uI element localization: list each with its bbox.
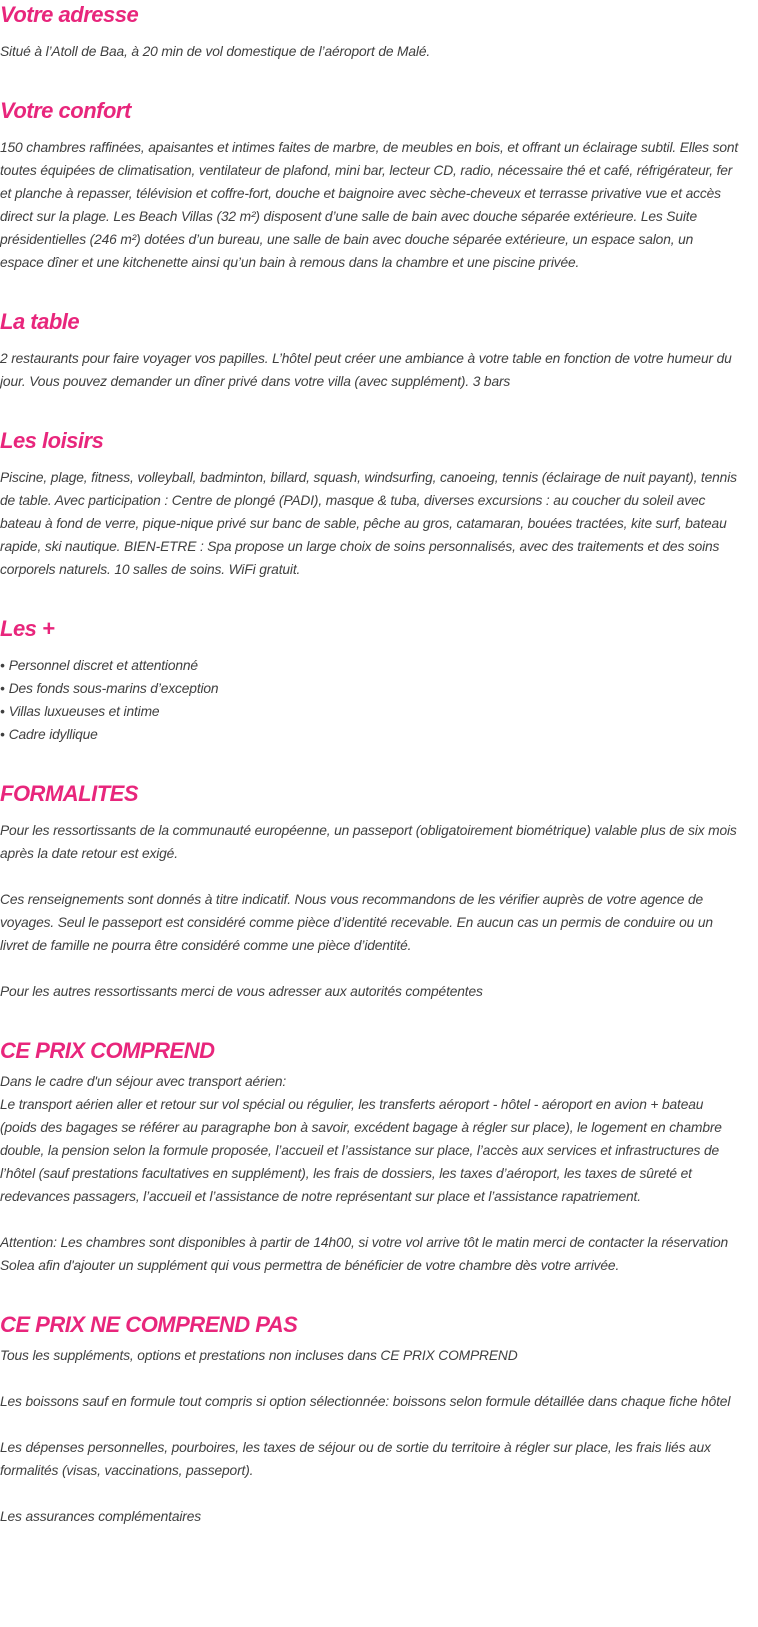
ne-comprend-paragraph-3: Les dépenses personnelles, pourboires, les taxes de séjour ou de sortie du territoire à régler sur place, les frais liés aux formalités (visas, vaccinations, passeport). [0, 1440, 711, 1478]
list-item: • Des fonds sous-marins d’exception [0, 677, 740, 700]
section-prix-ne-comprend-pas [0, 1310, 740, 1528]
section-confort [0, 96, 740, 274]
section-title-prix-comprend: CE PRIX COMPREND [0, 1038, 215, 1063]
section-adresse [0, 0, 740, 63]
section-title-adresse: Votre adresse [0, 2, 139, 27]
section-formalites [0, 779, 740, 1003]
section-title-loisirs: Les loisirs [0, 428, 104, 453]
adresse-text: Situé à l’Atoll de Baa, à 20 min de vol domestique de l’aéroport de Malé. [0, 44, 431, 59]
section-title-confort: Votre confort [0, 98, 131, 123]
ne-comprend-paragraph-2: Les boissons sauf en formule tout compris si option sélectionnée: boissons selon formule détaillée dans chaque fiche hôtel [0, 1394, 731, 1409]
formalites-paragraph-1: Pour les ressortissants de la communauté européenne, un passeport (obligatoirement biométrique) valable plus de six mois après la date retour est exigé. [0, 823, 737, 861]
loisirs-text: Piscine, plage, fitness, volleyball, badminton, billard, squash, windsurfing, canoeing, tennis (éclairage de nuit payant), tennis de table. Avec participation : Centre de plongé (PADI), masque & tuba, diverses excursions : au coucher du soleil avec bateau à fond de verre, pique-nique privé sur banc de sable, pêche au gros, catamaran, bouées tractées, kite surf, bateau rapide, ski nautique. BIEN-ETRE : Spa propose un large choix de soins personnalisés, avec des traitements et des soins corporels naturels. 10 salles de soins. WiFi gratuit. [0, 470, 737, 577]
ne-comprend-paragraph-4: Les assurances complémentaires [0, 1509, 202, 1524]
section-table [0, 307, 740, 393]
comprend-paragraph-3: Attention: Les chambres sont disponibles à partir de 14h00, si votre vol arrive tôt le matin merci de contacter la réservation Solea afin d'ajouter un supplément qui vous permettra de bénéficier de votre chambre dès votre arrivée. [0, 1235, 729, 1273]
formalites-paragraph-2: Ces renseignements sont donnés à titre indicatif. Nous vous recommandons de les vérifier auprès de votre agence de voyages. Seul le passeport est considéré comme pièce d’identité recevable. En aucun cas un permis de conduire ou un livret de famille ne pourra être considéré comme une pièce d’identité. [0, 892, 713, 953]
ne-comprend-paragraph-1: Tous les suppléments, options et prestations non incluses dans CE PRIX COMPREND [0, 1348, 518, 1363]
comprend-paragraph-1: Dans le cadre d'un séjour avec transport aérien: [0, 1074, 287, 1089]
section-title-plus: Les + [0, 616, 55, 641]
comprend-paragraph-2: Le transport aérien aller et retour sur vol spécial ou régulier, les transferts aéroport - hôtel - aéroport en avion + bateau (poids des bagages se référer au paragraphe bon à savoir, excédent bagage à régler sur place), le logement en chambre double, la pension selon la formule proposée, l’accueil et l’assistance sur place, l’accès aux services et infrastructures de l’hôtel (sauf prestations facultatives en supplément), les frais de dossiers, les taxes d’aéroport, les taxes de sûreté et redevances passagers, l’accueil et l’assistance de notre représentant sur place et l’assistance rapatriement. [0, 1097, 722, 1204]
table-text: 2 restaurants pour faire voyager vos papilles. L’hôtel peut créer une ambiance à votre table en fonction de votre humeur du jour. Vous pouvez demander un dîner privé dans votre villa (avec supplément). 3 bars [0, 351, 732, 389]
section-title-formalites: FORMALITES [0, 781, 138, 806]
list-item: • Villas luxueuses et intime [0, 700, 740, 723]
section-loisirs [0, 426, 740, 581]
confort-text: 150 chambres raffinées, apaisantes et intimes faites de marbre, de meubles en bois, et offrant un éclairage subtil. Elles sont toutes équipées de climatisation, ventilateur de plafond, mini bar, lecteur CD, radio, nécessaire thé et café, réfrigérateur, fer et planche à repasser, télévision et coffre-fort, douche et baignoire avec sèche-cheveux et terrasse privative vue et accès direct sur la plage. Les Beach Villas (32 m²) disposent d’une salle de bain avec douche séparée extérieure. Les Suite présidentielles (246 m²) dotées d’un bureau, une salle de bain avec douche séparée extérieure, un espace salon, un espace dîner et une kitchenette ainsi qu’un bain à remous dans la chambre et une piscine privée. [0, 140, 739, 270]
list-item: • Personnel discret et attentionné [0, 654, 740, 677]
section-plus [0, 614, 740, 746]
section-title-prix-ne-comprend-pas: CE PRIX NE COMPREND PAS [0, 1312, 298, 1337]
section-prix-comprend [0, 1036, 740, 1277]
list-item: • Cadre idyllique [0, 723, 740, 746]
formalites-paragraph-3: Pour les autres ressortissants merci de vous adresser aux autorités compétentes [0, 984, 483, 999]
section-title-table: La table [0, 309, 80, 334]
plus-list [0, 654, 740, 746]
